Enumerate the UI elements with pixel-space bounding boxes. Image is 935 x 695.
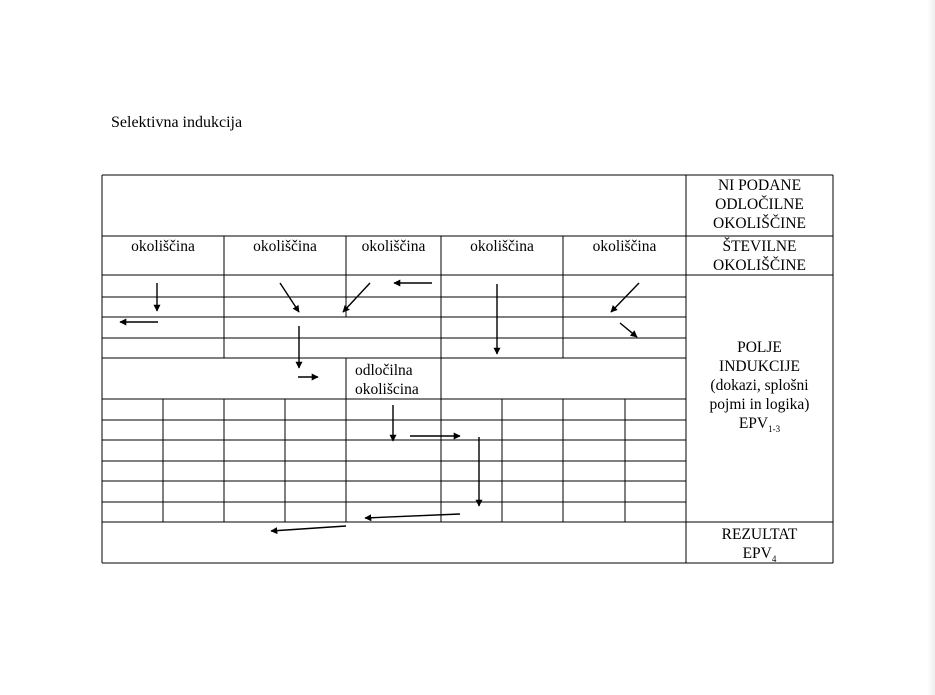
polje-line-2: INDUKCIJE: [719, 358, 800, 375]
flow-arrow-7: [620, 323, 637, 337]
flow-arrow-14: [271, 526, 346, 531]
circumstance-label-2: okoliščina: [253, 238, 317, 255]
polje-epv-sub: 1-3: [768, 424, 781, 435]
decisive-line-1: odločilna: [355, 362, 413, 379]
rezultat-epv: [686, 544, 833, 569]
polje-line-4: pojmi in logika): [709, 396, 810, 413]
circumstance-label-3: okoliščina: [361, 238, 426, 255]
header-ni-podane-line-3: OKOLIŠČINE: [713, 215, 806, 232]
rezultat: [686, 525, 833, 569]
header-ni-podane-line-1: NI PODANE: [717, 177, 802, 194]
header-stevilne: [686, 237, 833, 275]
flow-arrow-13: [365, 514, 460, 518]
header-stevilne-line-1: ŠTEVILNE: [722, 238, 797, 255]
polje-line-3: (dokazi, splošni: [710, 377, 809, 394]
page-edge: [927, 0, 935, 695]
rezultat-label: REZULTAT: [721, 526, 798, 543]
circumstance-label-5: okoliščina: [592, 238, 657, 255]
decisive-circumstance: [355, 361, 419, 399]
circumstance-label-4: okoliščina: [470, 238, 534, 255]
header-ni-podane: [686, 176, 833, 233]
header-ni-podane-line-2: ODLOČILNE: [715, 196, 804, 213]
decisive-line-2: okolišcina: [355, 381, 419, 398]
polje-indukcije: [686, 338, 833, 439]
circumstance-label-1: okoliščina: [131, 238, 195, 255]
rezultat-epv-sub: 4: [771, 554, 777, 565]
header-stevilne-line-2: OKOLIŠČINE: [713, 257, 806, 274]
polje-epv-base: EPV: [738, 415, 769, 432]
polje-line-1: POLJE: [737, 339, 782, 356]
diagram-title: Selektivna indukcija: [111, 114, 243, 131]
rezultat-epv-base: EPV: [742, 545, 772, 562]
polje-epv: [686, 414, 833, 439]
